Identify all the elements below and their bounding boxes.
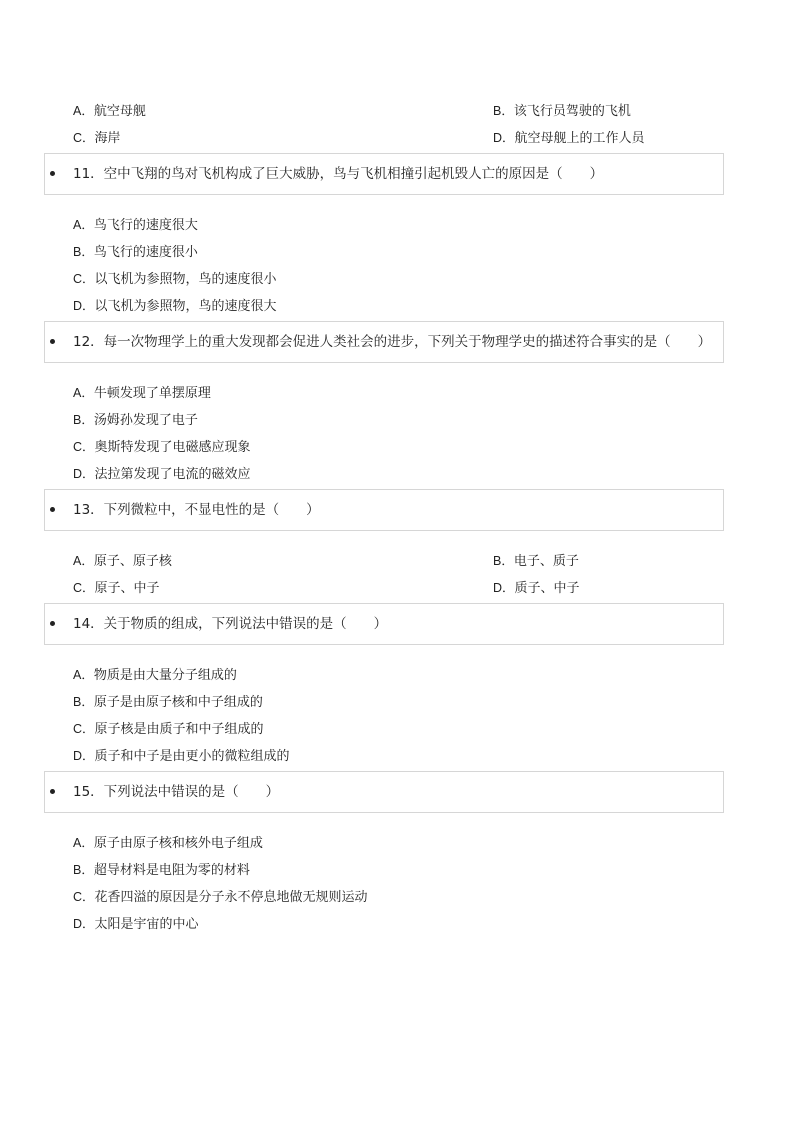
option-b[interactable]: B．鸟飞行的速度很小 [73, 245, 198, 260]
options-row [0, 833, 794, 853]
option-c[interactable]: C．花香四溢的原因是分子永不停息地做无规则运动 [73, 890, 368, 905]
question-13-box [44, 489, 724, 531]
option-c[interactable]: C．以飞机为参照物，鸟的速度很小 [73, 272, 277, 287]
options-row [0, 383, 794, 403]
options-row [0, 746, 794, 766]
options-row [0, 887, 794, 907]
options-row [0, 719, 794, 739]
options-row [0, 128, 794, 148]
question-11-box [44, 153, 724, 195]
bullet-icon [50, 507, 55, 512]
options-row [0, 551, 794, 571]
option-b[interactable]: B．汤姆孙发现了电子 [73, 413, 198, 428]
options-row [0, 269, 794, 289]
question-13-text: 13．下列微粒中，不显电性的是（ ） [73, 502, 320, 518]
question-14-box [44, 603, 724, 645]
option-d[interactable]: D．质子、中子 [493, 581, 580, 596]
options-row [0, 296, 794, 316]
options-row [0, 914, 794, 934]
bullet-icon [50, 621, 55, 626]
options-row [0, 242, 794, 262]
option-c[interactable]: C．海岸 [73, 131, 121, 146]
option-b[interactable]: B．电子、质子 [493, 554, 579, 569]
question-15-text: 15．下列说法中错误的是（ ） [73, 784, 280, 800]
option-d[interactable]: D．航空母舰上的工作人员 [493, 131, 645, 146]
options-row [0, 410, 794, 430]
options-row [0, 464, 794, 484]
options-row [0, 665, 794, 685]
option-a[interactable]: A．原子、原子核 [73, 554, 172, 569]
option-c[interactable]: C．原子核是由质子和中子组成的 [73, 722, 264, 737]
option-d[interactable]: D．法拉第发现了电流的磁效应 [73, 467, 251, 482]
question-15-box [44, 771, 724, 813]
options-row [0, 578, 794, 598]
options-row [0, 860, 794, 880]
question-12-box [44, 321, 724, 363]
option-a[interactable]: A．牛顿发现了单摆原理 [73, 386, 211, 401]
option-d[interactable]: D．以飞机为参照物，鸟的速度很大 [73, 299, 277, 314]
question-11-text: 11．空中飞翔的鸟对飞机构成了巨大威胁，鸟与飞机相撞引起机毁人亡的原因是（ ） [73, 166, 604, 182]
option-a[interactable]: A．物质是由大量分子组成的 [73, 668, 237, 683]
option-a[interactable]: A．原子由原子核和核外电子组成 [73, 836, 263, 851]
option-d[interactable]: D．太阳是宇宙的中心 [73, 917, 199, 932]
option-b[interactable]: B．超导材料是电阻为零的材料 [73, 863, 250, 878]
bullet-icon [50, 171, 55, 176]
question-14-text: 14．关于物质的组成，下列说法中错误的是（ ） [73, 616, 388, 632]
options-row [0, 215, 794, 235]
option-a[interactable]: A．鸟飞行的速度很大 [73, 218, 198, 233]
options-row [0, 437, 794, 457]
option-b[interactable]: B．原子是由原子核和中子组成的 [73, 695, 263, 710]
options-row [0, 101, 794, 121]
options-row [0, 692, 794, 712]
bullet-icon [50, 789, 55, 794]
option-a[interactable]: A．航空母舰 [73, 104, 146, 119]
option-b[interactable]: B．该飞行员驾驶的飞机 [493, 104, 631, 119]
option-c[interactable]: C．原子、中子 [73, 581, 160, 596]
option-c[interactable]: C．奥斯特发现了电磁感应现象 [73, 440, 251, 455]
option-d[interactable]: D．质子和中子是由更小的微粒组成的 [73, 749, 290, 764]
bullet-icon [50, 339, 55, 344]
question-12-text: 12．每一次物理学上的重大发现都会促进人类社会的进步，下列关于物理学史的描述符合事实的是（ ） [73, 334, 712, 350]
